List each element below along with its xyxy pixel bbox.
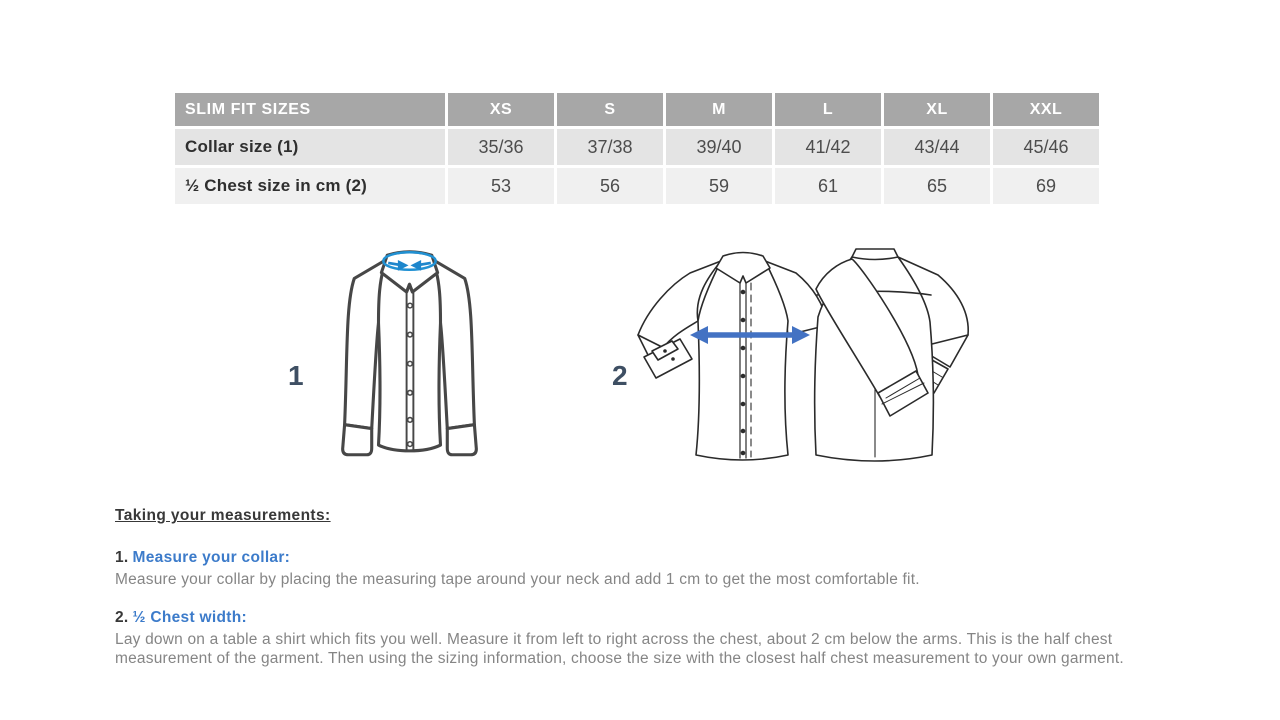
step-heading-collar: Measure your collar: — [132, 549, 291, 566]
instruction-step-chest — [115, 609, 1185, 669]
step-number: 1. — [115, 549, 129, 566]
shirt-front-collar-diagram — [332, 246, 487, 462]
chest-value-l: 61 — [775, 168, 881, 204]
chest-figure-number: 2 — [612, 360, 628, 391]
size-table — [172, 90, 1102, 207]
shirt-front-back-chest-diagram — [628, 247, 978, 467]
instruction-step-collar — [115, 549, 1185, 590]
size-header-xxl: XXL — [993, 93, 1099, 126]
collar-figure-number: 1 — [288, 360, 304, 391]
size-header-m: M — [666, 93, 772, 126]
row-label-collar: Collar size (1) — [175, 129, 445, 165]
instructions-title: Taking your measurements: — [115, 507, 331, 524]
table-row-chest-size — [175, 168, 1099, 204]
row-label-chest: ½ Chest size in cm (2) — [175, 168, 445, 204]
chest-value-xxl: 69 — [993, 168, 1099, 204]
table-title: SLIM FIT SIZES — [175, 93, 445, 126]
size-header-l: L — [775, 93, 881, 126]
size-header-xs: XS — [448, 93, 554, 126]
step-body-collar: Measure your collar by placing the measuring tape around your neck and add 1 cm to get the most comfortable fit. — [115, 571, 920, 588]
collar-value-l: 41/42 — [775, 129, 881, 165]
chest-value-s: 56 — [557, 168, 663, 204]
collar-value-xl: 43/44 — [884, 129, 990, 165]
collar-value-s: 37/38 — [557, 129, 663, 165]
size-table-header-row — [175, 93, 1099, 126]
step-body-chest: Lay down on a table a shirt which fits you well. Measure it from left to right across the chest, about 2 cm below the arms. This is the half chest measurement of the garment. Then using the sizing information, choose the size with the closest half chest measurement to your own garment. — [115, 630, 1124, 667]
collar-value-xs: 35/36 — [448, 129, 554, 165]
step-heading-chest: ½ Chest width: — [132, 608, 247, 626]
chest-value-m: 59 — [666, 168, 772, 204]
measurement-instructions — [115, 507, 1185, 688]
collar-value-xxl: 45/46 — [993, 129, 1099, 165]
size-header-s: S — [557, 93, 663, 126]
chest-value-xs: 53 — [448, 168, 554, 204]
collar-value-m: 39/40 — [666, 129, 772, 165]
size-header-xl: XL — [884, 93, 990, 126]
chest-value-xl: 65 — [884, 168, 990, 204]
step-number: 2. — [115, 608, 129, 626]
table-row-collar-size — [175, 129, 1099, 165]
